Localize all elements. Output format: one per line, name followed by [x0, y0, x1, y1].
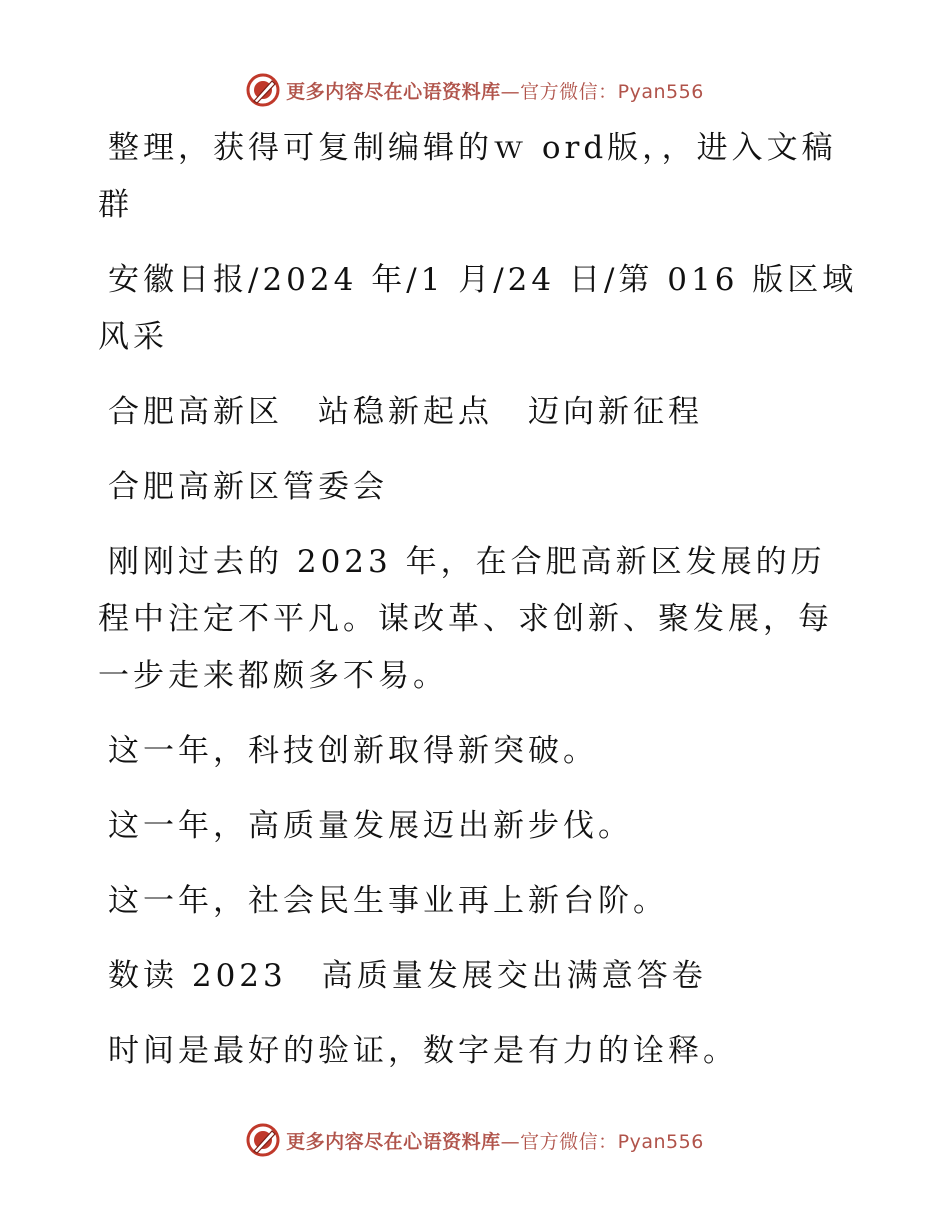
paragraph-note: 整理，获得可复制编辑的ｗ ord版，，进入文稿群 [98, 130, 837, 223]
footer-banner-main: 更多内容尽在心语资料库 [286, 1130, 501, 1153]
paragraph-quality: 这一年，高质量发展迈出新步伐。 [108, 808, 633, 844]
article-title: 合肥高新区 站稳新起点 迈向新征程 [108, 394, 703, 430]
paragraph-time: 时间是最好的验证，数字是有力的诠释。 [108, 1033, 738, 1069]
paragraph-tech: 这一年，科技创新取得新突破。 [108, 733, 598, 769]
header-banner-main: 更多内容尽在心语资料库 [286, 80, 501, 103]
header-banner-sub: —官方微信：Pyan556 [500, 80, 704, 103]
paragraph-source: 安徽日报/2024 年/1 月/24 日/第 016 版区域风采 [98, 262, 858, 355]
header-banner-text [286, 77, 704, 104]
footer-banner-sub: —官方微信：Pyan556 [500, 1130, 704, 1153]
header-banner [0, 70, 950, 110]
footer-banner [0, 1120, 950, 1160]
article-author: 合肥高新区管委会 [108, 469, 388, 505]
paragraph-intro: 刚刚过去的 2023 年，在合肥高新区发展的历程中注定不平凡。谋改革、求创新、聚发展，每一步走来都颇多不易。 [98, 544, 833, 694]
paragraph-livelihood: 这一年，社会民生事业再上新台阶。 [108, 883, 668, 919]
document-body [98, 120, 858, 1098]
footer-banner-text [286, 1127, 704, 1154]
section-heading: 数读 2023 高质量发展交出满意答卷 [108, 958, 707, 994]
pen-logo-icon [246, 73, 280, 107]
pen-logo-icon [246, 1123, 280, 1157]
